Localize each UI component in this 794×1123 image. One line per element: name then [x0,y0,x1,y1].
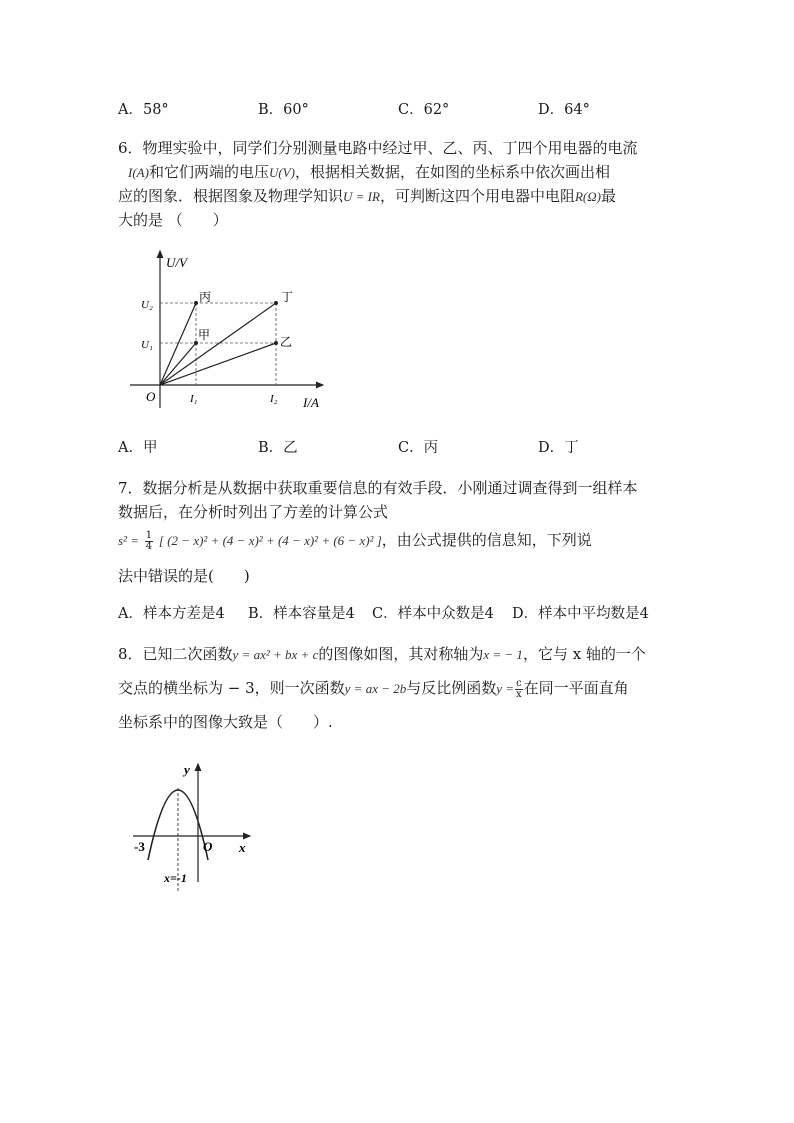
q6-math-current: I(A) [128,165,149,180]
q8-text: ，它与 x 轴的一个 [522,645,646,663]
q6-line-2 [128,162,610,183]
q6-label-jia: 甲 [198,328,211,342]
q6-option-d: D．丁 [538,440,579,456]
q8-text: 8．已知二次函数 [118,645,233,663]
q6-label-yi: 乙 [280,335,293,349]
q8-x-label: x [239,840,246,855]
q6-option-c: C．丙 [398,440,439,456]
q8-line-2 [118,678,629,700]
q6-line-1: 6．物理实验中，同学们分别测量电路中经过甲、乙、丙、丁四个用电器的电流 [118,139,638,157]
q6-line-3 [118,186,616,207]
q7-formula-rhs: [ (2 − x)² + (4 − x)² + (4 − x)² + (6 − x)² ] [158,533,382,548]
q6-label-bing: 丙 [199,290,212,304]
q8-math-quadratic: y = ax² + bx + c [232,647,319,662]
q8-frac-num: c [516,677,522,689]
q8-frac-den: x [516,688,522,700]
q5-option-b: B．60° [258,102,309,118]
q6-math-resistance: R(Ω) [574,189,601,204]
q7-fraction [145,531,153,552]
q8-text: 交点的横坐标为 − 3，则一次函数 [118,679,345,697]
q5-option-d: D．64° [538,102,590,118]
q8-fraction [515,679,523,700]
q6-text: 和它们两端的电压 [148,163,269,181]
q8-axis-label: x=-1 [164,871,187,885]
q7-line-1: 7．数据分析是从数据中获取重要信息的有效手段．小刚通过调查得到一组样本 [118,479,638,497]
q7-option-d: D．样本中平均数是4 [512,606,649,622]
q6-ui-graph [125,245,345,415]
q7-line-2: 数据后，在分析时列出了方差的计算公式 [118,503,389,521]
q6-origin-label: O [146,389,156,404]
q5-option-c: C．62° [398,102,450,118]
q8-line-1 [118,644,646,665]
q7-option-a: A．样本方差是4 [118,606,225,622]
q5-option-a: A．58° [118,102,169,118]
q6-point-yi [274,341,278,345]
q6-text: ，根据相关数据，在如图的坐标系中依次画出相 [294,163,610,181]
q7-formula-lhs: s² = [118,533,139,548]
q8-root-label: -3 [134,839,145,854]
q6-option-b: B．乙 [258,440,298,456]
q6-text: 最 [600,187,616,205]
q8-math-linear: y = ax − 2b [344,681,407,696]
q6-tick-u1: U₁ [141,339,153,351]
q6-label-ding: 丁 [281,290,294,304]
q8-line-3: 坐标系中的图像大致是（ ）. [118,713,333,731]
q6-option-a: A．甲 [118,440,158,456]
q6-text: 应的图象．根据图象及物理学知识 [118,187,344,205]
q6-x-axis-label: I/A [303,395,319,410]
q7-text: ，由公式提供的信息知，下列说 [381,531,592,549]
q8-text: 与反比例函数 [406,679,497,697]
q7-frac-num: 1 [145,529,153,541]
q8-text: 在同一平面直角 [523,679,629,697]
q6-math-ohm: U = IR [343,189,380,204]
q8-math-axis: x = − 1 [483,647,523,662]
q7-frac-den: 4 [145,540,153,552]
q6-y-axis-label: U/V [166,255,187,270]
q6-point-bing [194,301,198,305]
q7-option-c: C．样本中众数是4 [372,606,494,622]
q6-point-ding [274,301,278,305]
q6-math-voltage: U(V) [268,165,295,180]
q6-text: ，可判断这四个用电器中电阻 [379,187,575,205]
q7-line-3 [118,530,592,552]
q7-line-4: 法中错误的是( ) [118,567,250,585]
q8-parabola-graph [128,758,263,898]
q8-y-label: y [184,762,190,777]
q6-tick-i2: I₂ [270,393,278,405]
q6-tick-i1: I₁ [190,393,198,405]
q7-option-b: B．样本容量是4 [248,606,355,622]
q8-origin-label: O [203,839,213,854]
q8-text: 的图像如图，其对称轴为 [318,645,484,663]
q8-math-inverse-lhs: y = [496,681,515,696]
q6-tick-u2: U₂ [141,299,153,311]
q6-line-4: 大的是 （ ） [118,211,228,229]
